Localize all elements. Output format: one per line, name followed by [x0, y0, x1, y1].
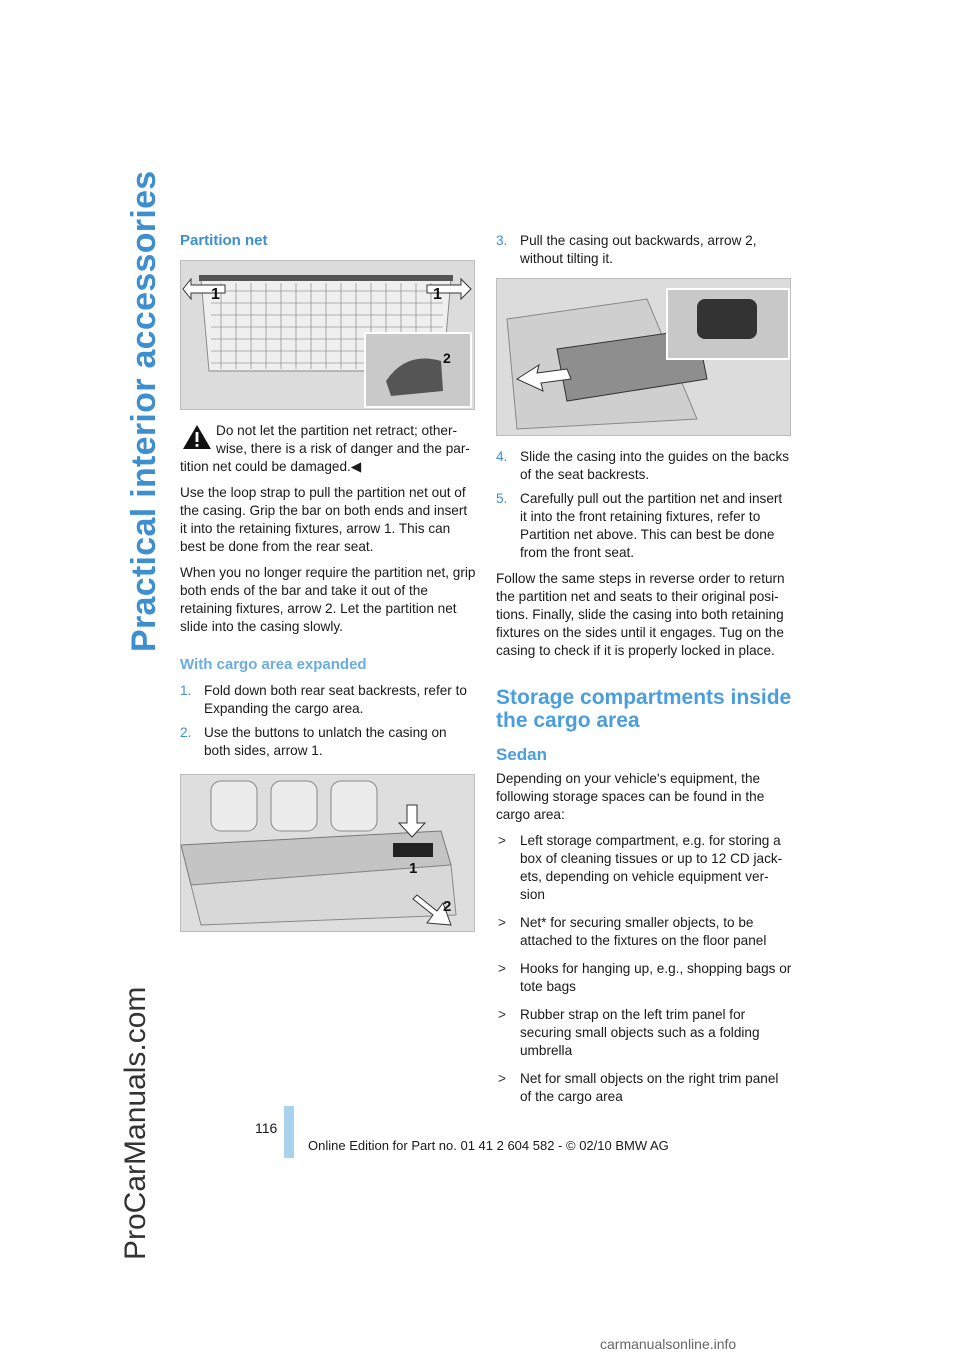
side-chapter-title: Practical interior accessories — [125, 170, 163, 652]
sedan-intro: Depending on your vehicle's equipment, the following storage spaces can be found in the cargo area: — [496, 771, 765, 822]
list-item: > Net* for securing smaller objects, to be attached to the fixtures on the floor panel — [498, 915, 767, 948]
partition-net-para-1: Use the loop strap to pull the partition net out of the casing. Grip the bar on both ends and insert it into the retaining fixtures, arrow 1. This can best be done from the rear seat. — [180, 485, 468, 554]
steps-list-right-a — [496, 232, 792, 268]
storage-bullet-list — [496, 832, 792, 1106]
casing-unlatch-drawing — [181, 775, 474, 931]
img2-arrow-label-1: 1 — [409, 860, 418, 877]
bottom-watermark: carmanualsonline.info — [600, 1336, 737, 1352]
step-item: 2. Use the buttons to unlatch the casing on both sides, arrow 1. — [180, 725, 447, 758]
steps-list-left — [180, 682, 476, 760]
casing-removal-drawing — [497, 279, 790, 435]
warning-rest-text: tition net could be damaged.◀ — [180, 459, 362, 474]
sedan-heading: Sedan — [496, 745, 548, 764]
footer-accent-bar — [284, 1106, 294, 1158]
storage-section-heading: Storage compartments inside the cargo area — [496, 686, 792, 732]
reverse-order-para: Follow the same steps in reverse order to return the partition net and seats to their original posi-tions. Finally, slide the casing into both retaining fixtures on the sides until it engages. Tug on the casing to check if it is properly locked in place. — [496, 571, 785, 658]
img1-arrow-label-inset: 2 — [443, 350, 451, 366]
img1-arrow-label-right: 1 — [433, 286, 442, 303]
img1-arrow-label-left: 1 — [211, 286, 220, 303]
list-item: > Hooks for hanging up, e.g., shopping bags or tote bags — [498, 961, 792, 994]
warning-triangle-icon — [182, 424, 212, 450]
step-item: 5. Carefully pull out the partition net and insert it into the front retaining fixtures, refer to Partition net above. This can best be done from the front seat. — [496, 491, 783, 560]
left-column — [180, 232, 476, 942]
step-item: 3. Pull the casing out backwards, arrow 2, without tilting it. — [496, 233, 757, 266]
footer-edition-text: Online Edition for Part no. 01 41 2 604 582 - © 02/10 BMW AG — [308, 1138, 669, 1153]
img2-arrow-label-2: 2 — [443, 898, 452, 915]
partition-net-drawing — [181, 261, 474, 409]
partition-net-para-2: When you no longer require the partition net, grip both ends of the bar and take it out of the retaining fixtures, arrow 2. Let the partition net slide into the casing slowly. — [180, 565, 476, 634]
casing-removal-illustration — [496, 278, 791, 436]
casing-unlatch-illustration — [180, 774, 475, 932]
warning-lead-text: Do not let the partition net retract; other-wise, there is a risk of danger and the par- — [216, 423, 470, 456]
steps-list-right-b — [496, 448, 792, 562]
step-item: 4. Slide the casing into the guides on the backs of the seat backrests. — [496, 449, 790, 482]
list-item: > Left storage compartment, e.g. for storing a box of cleaning tissues or up to 12 CD jack-ets, depending on vehicle equipment ver-sion — [498, 833, 783, 902]
partition-net-heading: Partition net — [180, 232, 268, 249]
cargo-expanded-heading: With cargo area expanded — [180, 656, 367, 673]
step-item: 1. Fold down both rear seat backrests, refer to Expanding the cargo area. — [180, 683, 467, 716]
side-watermark: ProCarManuals.com — [119, 986, 152, 1260]
warning-block — [180, 422, 476, 476]
list-item: > Rubber strap on the left trim panel for securing small objects such as a folding umbrella — [498, 1007, 760, 1058]
right-column — [496, 232, 792, 1116]
partition-net-illustration — [180, 260, 475, 410]
list-item: > Net for small objects on the right trim panel of the cargo area — [498, 1071, 779, 1104]
page-number: 116 — [255, 1120, 278, 1136]
